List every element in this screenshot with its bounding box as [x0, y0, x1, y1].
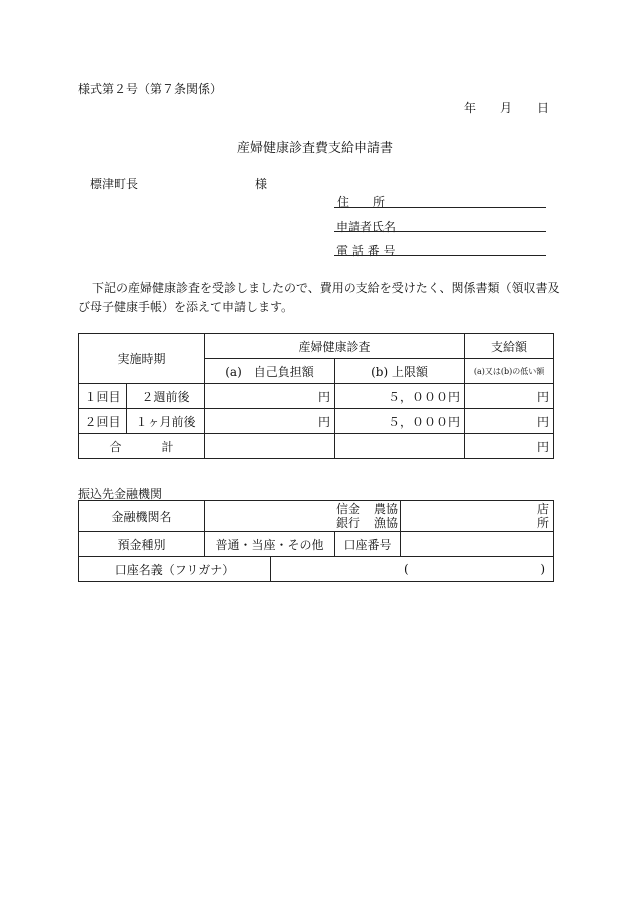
header-lower-amount: (a)又は(b)の低い額	[465, 359, 554, 384]
applicant-name-label: 申請者氏名	[336, 220, 397, 234]
self-pay-cell[interactable]: 円	[205, 409, 335, 434]
paren-close: )	[540, 562, 546, 576]
account-holder-label: 口座名義（フリガナ）	[79, 557, 271, 582]
document-title: 産婦健康診査費支給申請書	[236, 141, 393, 156]
addressee-name: 標津町長	[90, 177, 139, 191]
form-number: 様式第２号（第７条関係）	[78, 82, 223, 96]
branch-field[interactable]	[401, 501, 554, 532]
self-pay-cell[interactable]: 円	[205, 384, 335, 409]
account-number-label: 口座番号	[335, 532, 401, 557]
limit-cell: ５，０００円	[335, 384, 465, 409]
total-label-2: 計	[161, 439, 174, 454]
date-month-label: 月	[500, 101, 513, 115]
store-label: 店	[537, 502, 550, 516]
deposit-type-options[interactable]: 普通・当座・その他	[205, 532, 335, 557]
paren-open: (	[404, 562, 409, 576]
institution-name-field[interactable]	[205, 501, 401, 532]
total-label	[79, 434, 205, 459]
total-label-1: 合	[109, 439, 122, 454]
row-ordinal: １回目	[79, 384, 127, 409]
body-text-line-2: び母子健康手帳）を添えて申請します。	[78, 300, 294, 314]
limit-cell: ５，０００円	[335, 409, 465, 434]
row-ordinal: ２回目	[79, 409, 127, 434]
account-holder-field[interactable]	[271, 557, 554, 582]
addressee-honorific: 様	[255, 177, 268, 191]
type-shinkin: 信金	[336, 502, 361, 516]
total-payment-cell[interactable]: 円	[465, 434, 554, 459]
bank-table	[78, 500, 554, 582]
phone-field[interactable]	[334, 255, 546, 256]
row-timing: ２週前後	[127, 384, 205, 409]
row-timing: １ヶ月前後	[127, 409, 205, 434]
date-day-label: 日	[537, 101, 550, 115]
date-year-label: 年	[464, 101, 477, 115]
body-text-line-1: 下記の産婦健康診査を受診しましたので、費用の支給を受けたく、関係書類（領収書及	[92, 281, 560, 295]
address-field[interactable]	[334, 207, 546, 208]
total-row	[79, 434, 554, 459]
applicant-name-field[interactable]	[334, 231, 546, 232]
header-self-pay: (a) 自己負担額	[205, 359, 335, 384]
table-row	[79, 384, 554, 409]
address-label: 住 所	[337, 195, 386, 209]
header-limit: (b) 上限額	[335, 359, 465, 384]
institution-label: 金融機関名	[79, 501, 205, 532]
total-limit-cell	[335, 434, 465, 459]
exam-table	[78, 333, 554, 459]
payment-cell[interactable]: 円	[465, 409, 554, 434]
type-bank: 銀行	[336, 516, 361, 530]
office-label: 所	[537, 516, 550, 530]
type-nokyo: 農協	[374, 502, 399, 516]
deposit-type-label: 預金種別	[79, 532, 205, 557]
total-self-pay-cell[interactable]	[205, 434, 335, 459]
payment-cell[interactable]: 円	[465, 384, 554, 409]
table-row	[79, 409, 554, 434]
header-payment: 支給額	[465, 334, 554, 359]
header-period: 実施時期	[79, 334, 205, 384]
type-gyokyo: 漁協	[374, 516, 399, 530]
header-exam: 産婦健康診査	[205, 334, 465, 359]
bank-section-title: 振込先金融機関	[78, 487, 163, 501]
phone-label: 電 話 番 号	[336, 244, 396, 258]
account-number-field[interactable]	[401, 532, 554, 557]
